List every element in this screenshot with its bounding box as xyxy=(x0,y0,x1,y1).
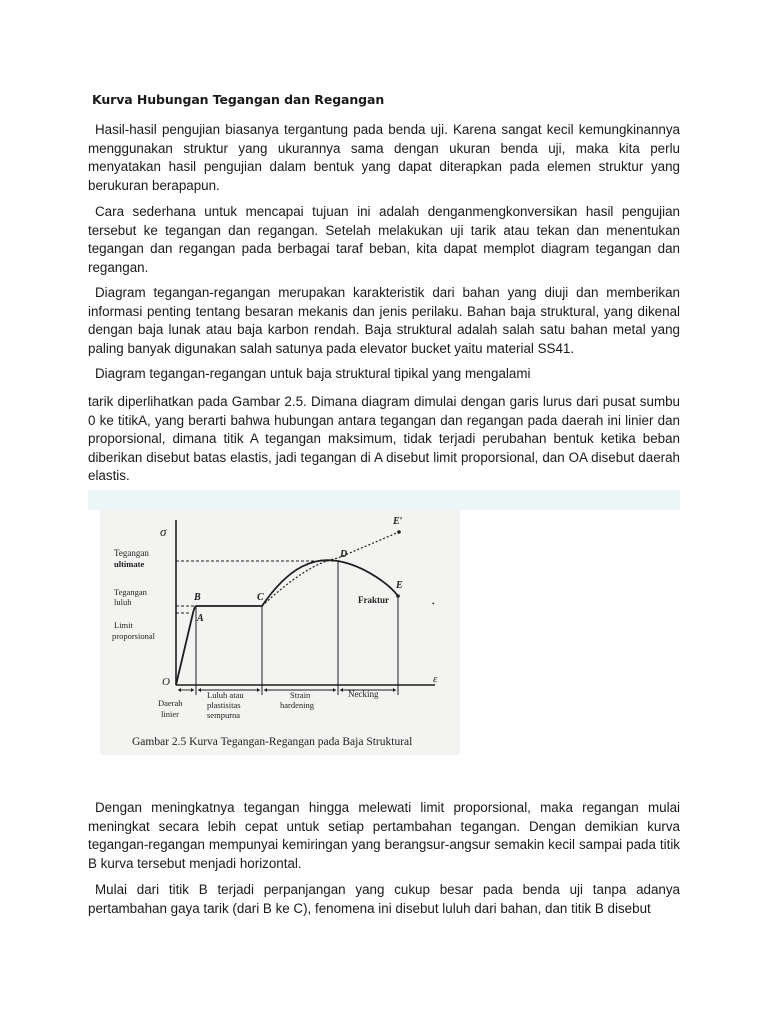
point-d-label: D xyxy=(340,549,348,560)
region-label-strain-1: Strain xyxy=(290,690,311,700)
label-limit-2: proporsional xyxy=(112,631,155,641)
stress-strain-figure xyxy=(100,510,460,755)
paragraph-1: Hasil-hasil pengujian biasanya tergantung pada benda uji. Karena sangat kecil kemungkinannya menggunakan struktur yang ukurannya sama dengan ukuran benda uji, maka kita perlu menyatakan hasil pengujian dalam bentuk yang dapat diterapkan pada elemen struktur yang berukuran berapapun. xyxy=(88,122,680,193)
point-e-label: E xyxy=(396,580,403,591)
figure-caption: Gambar 2.5 Kurva Tegangan-Regangan pada Baja Struktural xyxy=(132,736,413,748)
document-title: Kurva Hubungan Tegangan dan Regangan xyxy=(92,92,385,107)
point-c-label: C xyxy=(257,592,264,603)
paragraph-4: Diagram tegangan-regangan untuk baja struktural tipikal yang mengalami xyxy=(95,366,531,381)
point-b-label: B xyxy=(194,592,201,603)
region-label-strain-2: hardening xyxy=(280,700,314,710)
stress-strain-curve xyxy=(176,560,398,685)
paragraph-6: Dengan meningkatnya tegangan hingga melewati limit proporsional, maka regangan mulai meningkat secara lebih cepat untuk setiap pertambahan tegangan. Dengan demikian kurva tegangan-regangan mempunyai kemiringan yang berangsur-angsur semakin kecil sampai pada titik B kurva tersebut menjadi horizontal. xyxy=(88,800,680,871)
region-label-daerah-1: Daerah xyxy=(158,698,183,708)
point-a-label: A xyxy=(197,613,204,624)
stress-strain-diagram xyxy=(100,510,460,755)
point-e-prime-label: E′ xyxy=(393,516,403,527)
label-tegangan-ultimate-1: Tegangan xyxy=(114,548,149,558)
region-label-luluh-1: Luluh atau xyxy=(207,690,244,700)
region-label-luluh-3: sempurna xyxy=(207,710,241,720)
label-tegangan-ultimate-2: ultimate xyxy=(114,559,145,569)
axis-x-label: ε xyxy=(433,673,438,685)
axis-y-label: σ xyxy=(160,524,167,539)
paragraph-5: tarik diperlihatkan pada Gambar 2.5. Dimana diagram dimulai dengan garis lurus dari pusat sumbu 0 ke titikA, yang berarti bahwa hubungan antara tegangan dan regangan pada daerah ini linier dan proporsional, dimana titik A tegangan maksimum, tidak terjadi perubahan bentuk ketika beban diberikan disebut batas elastis, jadi tegangan di A disebut limit proporsional, dan OA disebut daerah elastis. xyxy=(88,394,680,483)
point-e-marker xyxy=(396,594,400,598)
paragraph-2: Cara sederhana untuk mencapai tujuan ini adalah denganmengkonversikan hasil pengujian tersebut ke tegangan dan regangan. Setelah melakukan uji tarik atau tekan dan menentukan tegangan dan regangan pada berbagai taraf beban, kita dapat memplot diagram tegangan dan regangan. xyxy=(88,204,680,275)
region-label-necking: Necking xyxy=(348,689,379,699)
stray-mark: • xyxy=(432,600,435,608)
label-tegangan-luluh-1: Tegangan xyxy=(114,587,147,597)
label-limit-1: Limit xyxy=(114,620,133,630)
region-label-luluh-2: plastisitas xyxy=(207,700,241,710)
figure-background-band xyxy=(88,490,680,510)
label-fraktur: Fraktur xyxy=(358,595,389,605)
region-label-daerah-2: linier xyxy=(161,709,179,719)
label-tegangan-luluh-2: luluh xyxy=(114,597,132,607)
point-e-prime-marker xyxy=(397,530,401,534)
origin-label: O xyxy=(162,676,170,688)
paragraph-3: Diagram tegangan-regangan merupakan karakteristik dari bahan yang diuji dan memberikan informasi penting tentang besaran mekanis dan jenis perilaku. Bahan baja struktural, yang dikenal dengan baja lunak atau baja karbon rendah. Baja struktural adalah salah satu bahan metal yang paling banyak digunakan salah satunya pada elevator bucket yaitu material SS41. xyxy=(88,285,680,356)
paragraph-7: Mulai dari titik B terjadi perpanjangan yang cukup besar pada benda uji tanpa adanya pertambahan gaya tarik (dari B ke C), fenomena ini disebut luluh dari bahan, dan titik B disebut xyxy=(88,882,680,916)
